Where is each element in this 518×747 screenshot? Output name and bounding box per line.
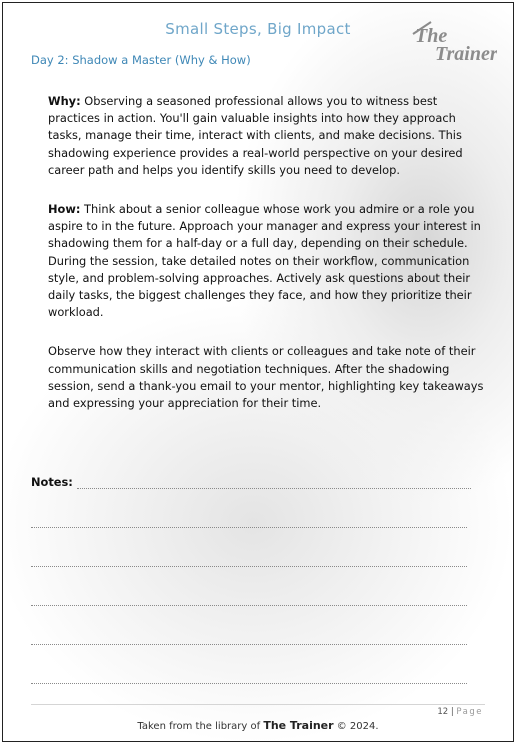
- page-title: Small Steps, Big Impact: [165, 20, 351, 38]
- notes-dotted-line: [31, 556, 467, 567]
- page-number-separator: |: [448, 707, 457, 717]
- page-number: [437, 707, 483, 717]
- credit-suffix: © 2024.: [333, 721, 379, 732]
- why-text: Observing a seasoned professional allows you to witness best practices in action. You'll gain valuable insights into how they approach tasks, manage their time, interact with clients, and make decisions. This shadowing experience provides a real-world perspective on your desired career path and helps you identify skills you need to develop.: [48, 94, 463, 177]
- notes-dotted-line: [31, 595, 467, 606]
- how-paragraph: [48, 201, 488, 321]
- why-label: Why:: [48, 94, 81, 108]
- body-text: [48, 93, 488, 412]
- notes-dotted-line: [77, 478, 471, 489]
- how-label: How:: [48, 202, 81, 217]
- notes-dotted-line: [31, 517, 467, 528]
- notes-label: Notes:: [31, 475, 73, 489]
- footer-credit: [3, 719, 513, 732]
- notes-dotted-line: [31, 634, 467, 645]
- notes-first-line: [31, 473, 471, 489]
- page-number-value: 12: [437, 707, 449, 717]
- the-trainer-logo: [401, 16, 497, 68]
- observe-paragraph: Observe how they interact with clients or colleagues and take note of their communication skills and negotiation techniques. After the shadowing session, send a thank-you email to your mentor, highlighting key takeaways and expressing your appreciation for their time.: [48, 344, 484, 411]
- credit-brand: The Trainer: [263, 719, 334, 732]
- page-word: Page: [456, 707, 483, 717]
- document-page: [2, 2, 514, 742]
- footer-divider: [31, 704, 485, 705]
- logo-text-the: The: [415, 25, 448, 47]
- how-text: Think about a senior colleague whose work you admire or a role you aspire to in the future. Approach your manager and express your interest in shadowing them for a half-day or a full day, depending on their schedule. During the session, take detailed notes on their workflow, communication style, and problem-solving approaches. Actively ask questions about their daily tasks, the biggest challenges they face, and how they prioritize their workload.: [48, 202, 481, 320]
- credit-prefix: Taken from the library of: [137, 721, 264, 732]
- why-paragraph: [48, 93, 488, 179]
- day-heading: Day 2: Shadow a Master (Why & How): [31, 53, 251, 67]
- notes-section: [31, 473, 471, 684]
- notes-dotted-line: [31, 673, 467, 684]
- logo-text-trainer: Trainer: [435, 43, 497, 65]
